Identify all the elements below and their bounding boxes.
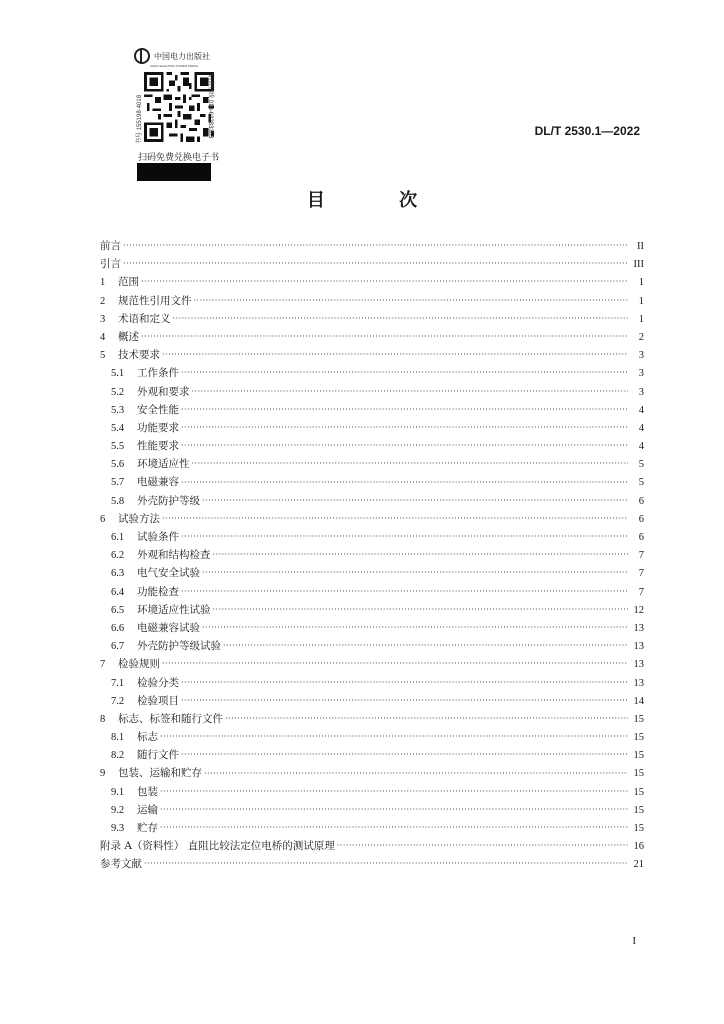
toc-entry-number: 1 (100, 277, 106, 289)
toc-entry[interactable] (100, 292, 644, 310)
publisher-block (134, 48, 214, 152)
toc-entry[interactable] (100, 637, 644, 655)
toc-entry-number: 4 (100, 331, 106, 343)
toc-entry-page: 5 (638, 477, 644, 489)
toc-entry[interactable] (100, 419, 644, 437)
toc-entry-number: 9.3 (111, 823, 125, 834)
toc-leader-dots (123, 240, 628, 252)
toc-entry-title: 性能要求 (137, 440, 179, 453)
toc-entry-page: II (637, 241, 644, 252)
toc-entry-page: 5 (638, 459, 644, 471)
toc-entry-number: 6.2 (111, 550, 125, 562)
toc-leader-dots (223, 640, 628, 652)
toc-entry-title: 附录 A（资料性） 直阻比较法定位电桥的测试原理 (100, 840, 335, 853)
toc-entry[interactable] (100, 728, 644, 746)
toc-leader-dots (202, 495, 628, 507)
toc-entry-page: 13 (633, 641, 644, 653)
toc-leader-dots (123, 258, 628, 270)
toc-entry-number: 8 (100, 713, 106, 725)
toc-entry-title: 检验项目 (137, 694, 179, 707)
toc-entry[interactable] (100, 273, 644, 291)
toc-entry[interactable] (100, 473, 644, 491)
toc-entry-page: 1 (638, 313, 644, 325)
toc-entry[interactable] (100, 837, 644, 855)
toc-leader-dots (173, 313, 629, 325)
toc-entry-page: 6 (638, 495, 644, 507)
toc-entry-number: 2 (100, 295, 106, 307)
toc-entry-page: 13 (633, 677, 644, 689)
toc-entry[interactable] (100, 364, 644, 382)
toc-entry-page: 15 (633, 750, 644, 762)
toc-entry-title: 包装 (137, 785, 158, 798)
toc-entry-number: 3 (100, 313, 106, 325)
toc-entry-number: 6.1 (111, 532, 125, 543)
toc-entry-page: 16 (633, 841, 644, 853)
toc-entry-number: 6.7 (111, 641, 125, 653)
toc-entry-page: 3 (638, 350, 644, 362)
toc-entry-title: 规范性引用文件 (118, 294, 192, 307)
toc-entry-number: 7.2 (111, 695, 125, 707)
toc-entry-title: 外壳防护等级 (137, 494, 200, 507)
toc-entry-number: 5.5 (111, 441, 125, 453)
toc-leader-dots (202, 567, 628, 579)
toc-entry[interactable] (100, 564, 644, 582)
toc-entry-number: 5.7 (111, 477, 125, 489)
toc-entry-title: 检验分类 (137, 676, 179, 689)
toc-entry-page: 15 (633, 713, 644, 725)
qr-code-icon[interactable] (144, 72, 214, 142)
toc-entry-page: 2 (638, 331, 644, 343)
toc-entry-title: 术语和定义 (118, 312, 171, 325)
toc-leader-dots (141, 331, 628, 343)
toc-entry-title: 外壳防护等级试验 (137, 640, 221, 653)
toc-entry-page: 13 (633, 659, 644, 671)
toc-entry-title: 环境适应性 (137, 458, 190, 471)
toc-entry-title: 范围 (118, 276, 139, 289)
toc-entry-title: 工作条件 (137, 367, 179, 380)
toc-entry-title: 贮存 (137, 822, 158, 834)
toc-entry-number: 5.8 (111, 495, 125, 507)
toc-entry[interactable] (100, 237, 644, 255)
toc-entry[interactable] (100, 619, 644, 637)
toc-leader-dots (192, 386, 629, 398)
redacted-code-box (137, 163, 211, 181)
publisher-name-en: CHINA ELECTRIC POWER PRESS (150, 64, 199, 68)
toc-entry-page: 4 (638, 441, 644, 453)
toc-leader-dots (181, 367, 628, 379)
toc-entry-page: 1 (638, 295, 644, 307)
toc-entry-number: 8.1 (111, 732, 125, 744)
toc-entry-page: 6 (638, 532, 644, 543)
toc-leader-dots (202, 622, 628, 634)
toc-entry[interactable] (100, 764, 644, 782)
toc-entry-number: 5.6 (111, 459, 125, 471)
table-of-contents (100, 237, 644, 874)
toc-entry-title: 参考文献 (100, 858, 142, 871)
toc-entry[interactable] (100, 601, 644, 619)
toc-entry-title: 试验方法 (118, 512, 160, 525)
toc-entry-number: 6 (100, 513, 106, 525)
toc-entry-page: 15 (633, 804, 644, 816)
page-title: 目 次 (306, 190, 452, 211)
toc-leader-dots (160, 731, 628, 743)
publisher-name: 中国电力出版社 (154, 51, 210, 61)
toc-entry[interactable] (100, 346, 644, 364)
toc-entry[interactable] (100, 674, 644, 692)
toc-entry-page: 13 (633, 622, 644, 634)
toc-entry-page: 3 (638, 386, 644, 398)
toc-entry-page: 3 (638, 368, 644, 380)
toc-entry[interactable] (100, 383, 644, 401)
toc-leader-dots (181, 477, 628, 489)
toc-entry[interactable] (100, 546, 644, 564)
toc-entry[interactable] (100, 528, 644, 546)
toc-entry[interactable] (100, 710, 644, 728)
toc-entry-page: 12 (633, 604, 644, 616)
toc-entry[interactable] (100, 655, 644, 673)
standard-number: DL/T 2530.1—2022 (534, 124, 640, 138)
toc-leader-dots (160, 786, 628, 798)
toc-entry[interactable] (100, 801, 644, 819)
toc-entry-page: 7 (638, 568, 644, 580)
toc-entry-title: 标志 (137, 731, 158, 744)
toc-entry-title: 引言 (100, 258, 121, 271)
toc-entry[interactable] (100, 455, 644, 473)
toc-leader-dots (181, 749, 628, 761)
toc-entry[interactable] (100, 583, 644, 601)
toc-leader-dots (181, 677, 628, 689)
toc-leader-dots (144, 858, 628, 870)
toc-entry[interactable] (100, 510, 644, 528)
toc-entry[interactable] (100, 746, 644, 764)
toc-leader-dots (225, 713, 628, 725)
toc-entry-number: 6.5 (111, 604, 125, 616)
toc-leader-dots (181, 404, 628, 416)
toc-entry[interactable] (100, 783, 644, 801)
toc-entry-title: 前言 (100, 240, 121, 252)
toc-entry[interactable] (100, 437, 644, 455)
toc-entry-title: 试验条件 (137, 531, 179, 543)
toc-entry-number: 5.1 (111, 368, 125, 380)
toc-entry-page: 21 (633, 859, 644, 871)
toc-entry-number: 6.6 (111, 622, 125, 634)
toc-leader-dots (181, 695, 628, 707)
toc-entry-number: 5.4 (111, 422, 125, 434)
toc-entry-title: 电磁兼容 (137, 476, 179, 489)
toc-entry[interactable] (100, 855, 644, 873)
toc-entry-title: 检验规则 (118, 658, 160, 671)
publisher-logo (134, 48, 214, 64)
toc-entry-number: 9 (100, 768, 106, 780)
toc-entry-page: 15 (633, 823, 644, 834)
toc-entry-title: 电磁兼容试验 (137, 621, 200, 634)
scan-ebook-label: 扫码免费兑换电子书 (138, 153, 220, 163)
toc-entry[interactable] (100, 819, 644, 837)
toc-entry-page: 7 (638, 586, 644, 598)
toc-entry-title: 电气安全试验 (137, 567, 200, 580)
sales-hotline-side-text: 销售热线 010-63283363 (207, 74, 213, 139)
toc-entry-title: 标志、标签和随行文件 (118, 712, 223, 725)
toc-leader-dots (213, 549, 629, 561)
toc-entry-title: 功能要求 (137, 421, 179, 434)
toc-entry-title: 概述 (118, 330, 139, 343)
toc-entry[interactable] (100, 492, 644, 510)
toc-leader-dots (337, 840, 628, 852)
toc-entry-page: 15 (633, 786, 644, 798)
toc-entry-title: 随行文件 (137, 749, 179, 762)
toc-entry-number: 7.1 (111, 677, 125, 689)
toc-entry-number: 8.2 (111, 750, 125, 762)
toc-entry-page: 15 (633, 768, 644, 780)
toc-entry-page: III (633, 259, 644, 271)
toc-leader-dots (181, 531, 628, 543)
toc-entry-number: 6.4 (111, 586, 125, 598)
toc-entry-title: 安全性能 (137, 403, 179, 416)
toc-entry-page: 6 (638, 513, 644, 525)
toc-entry-page: 1 (638, 277, 644, 289)
toc-entry-number: 5 (100, 350, 106, 362)
toc-leader-dots (160, 804, 628, 816)
toc-entry-title: 功能检查 (137, 585, 179, 598)
toc-leader-dots (160, 822, 628, 834)
toc-leader-dots (181, 440, 628, 452)
toc-leader-dots (194, 295, 629, 307)
toc-leader-dots (181, 586, 628, 598)
toc-entry[interactable] (100, 401, 644, 419)
toc-entry-title: 外观和结构检查 (137, 549, 211, 562)
toc-entry-title: 环境适应性试验 (137, 603, 211, 616)
toc-entry-number: 5.2 (111, 386, 125, 398)
toc-entry-number: 7 (100, 659, 106, 671)
toc-entry-number: 6.3 (111, 568, 125, 580)
toc-leader-dots (192, 458, 629, 470)
toc-leader-dots (204, 768, 628, 780)
toc-entry-number: 5.3 (111, 404, 125, 416)
toc-leader-dots (162, 658, 628, 670)
toc-entry-title: 外观和要求 (137, 385, 190, 398)
toc-entry-title: 技术要求 (118, 349, 160, 362)
page-number: I (632, 935, 636, 947)
toc-entry[interactable] (100, 328, 644, 346)
toc-leader-dots (162, 513, 628, 525)
qr-area (134, 72, 214, 152)
toc-leader-dots (162, 349, 628, 361)
toc-entry-page: 4 (638, 422, 644, 434)
toc-leader-dots (181, 422, 628, 434)
publisher-logo-icon (134, 48, 150, 64)
toc-leader-dots (213, 604, 629, 616)
toc-entry-page: 4 (638, 404, 644, 416)
toc-leader-dots (141, 276, 628, 288)
isbn-side-text: 书号 155198·4018 (137, 94, 143, 144)
toc-entry-page: 7 (638, 550, 644, 562)
toc-entry-page: 14 (633, 695, 644, 707)
toc-entry[interactable] (100, 692, 644, 710)
toc-entry-number: 9.2 (111, 804, 125, 816)
toc-entry-title: 包装、运输和贮存 (118, 767, 202, 780)
toc-entry-title: 运输 (137, 803, 158, 816)
toc-entry[interactable] (100, 310, 644, 328)
toc-entry-number: 9.1 (111, 786, 125, 798)
toc-entry[interactable] (100, 255, 644, 273)
toc-entry-page: 15 (633, 732, 644, 744)
